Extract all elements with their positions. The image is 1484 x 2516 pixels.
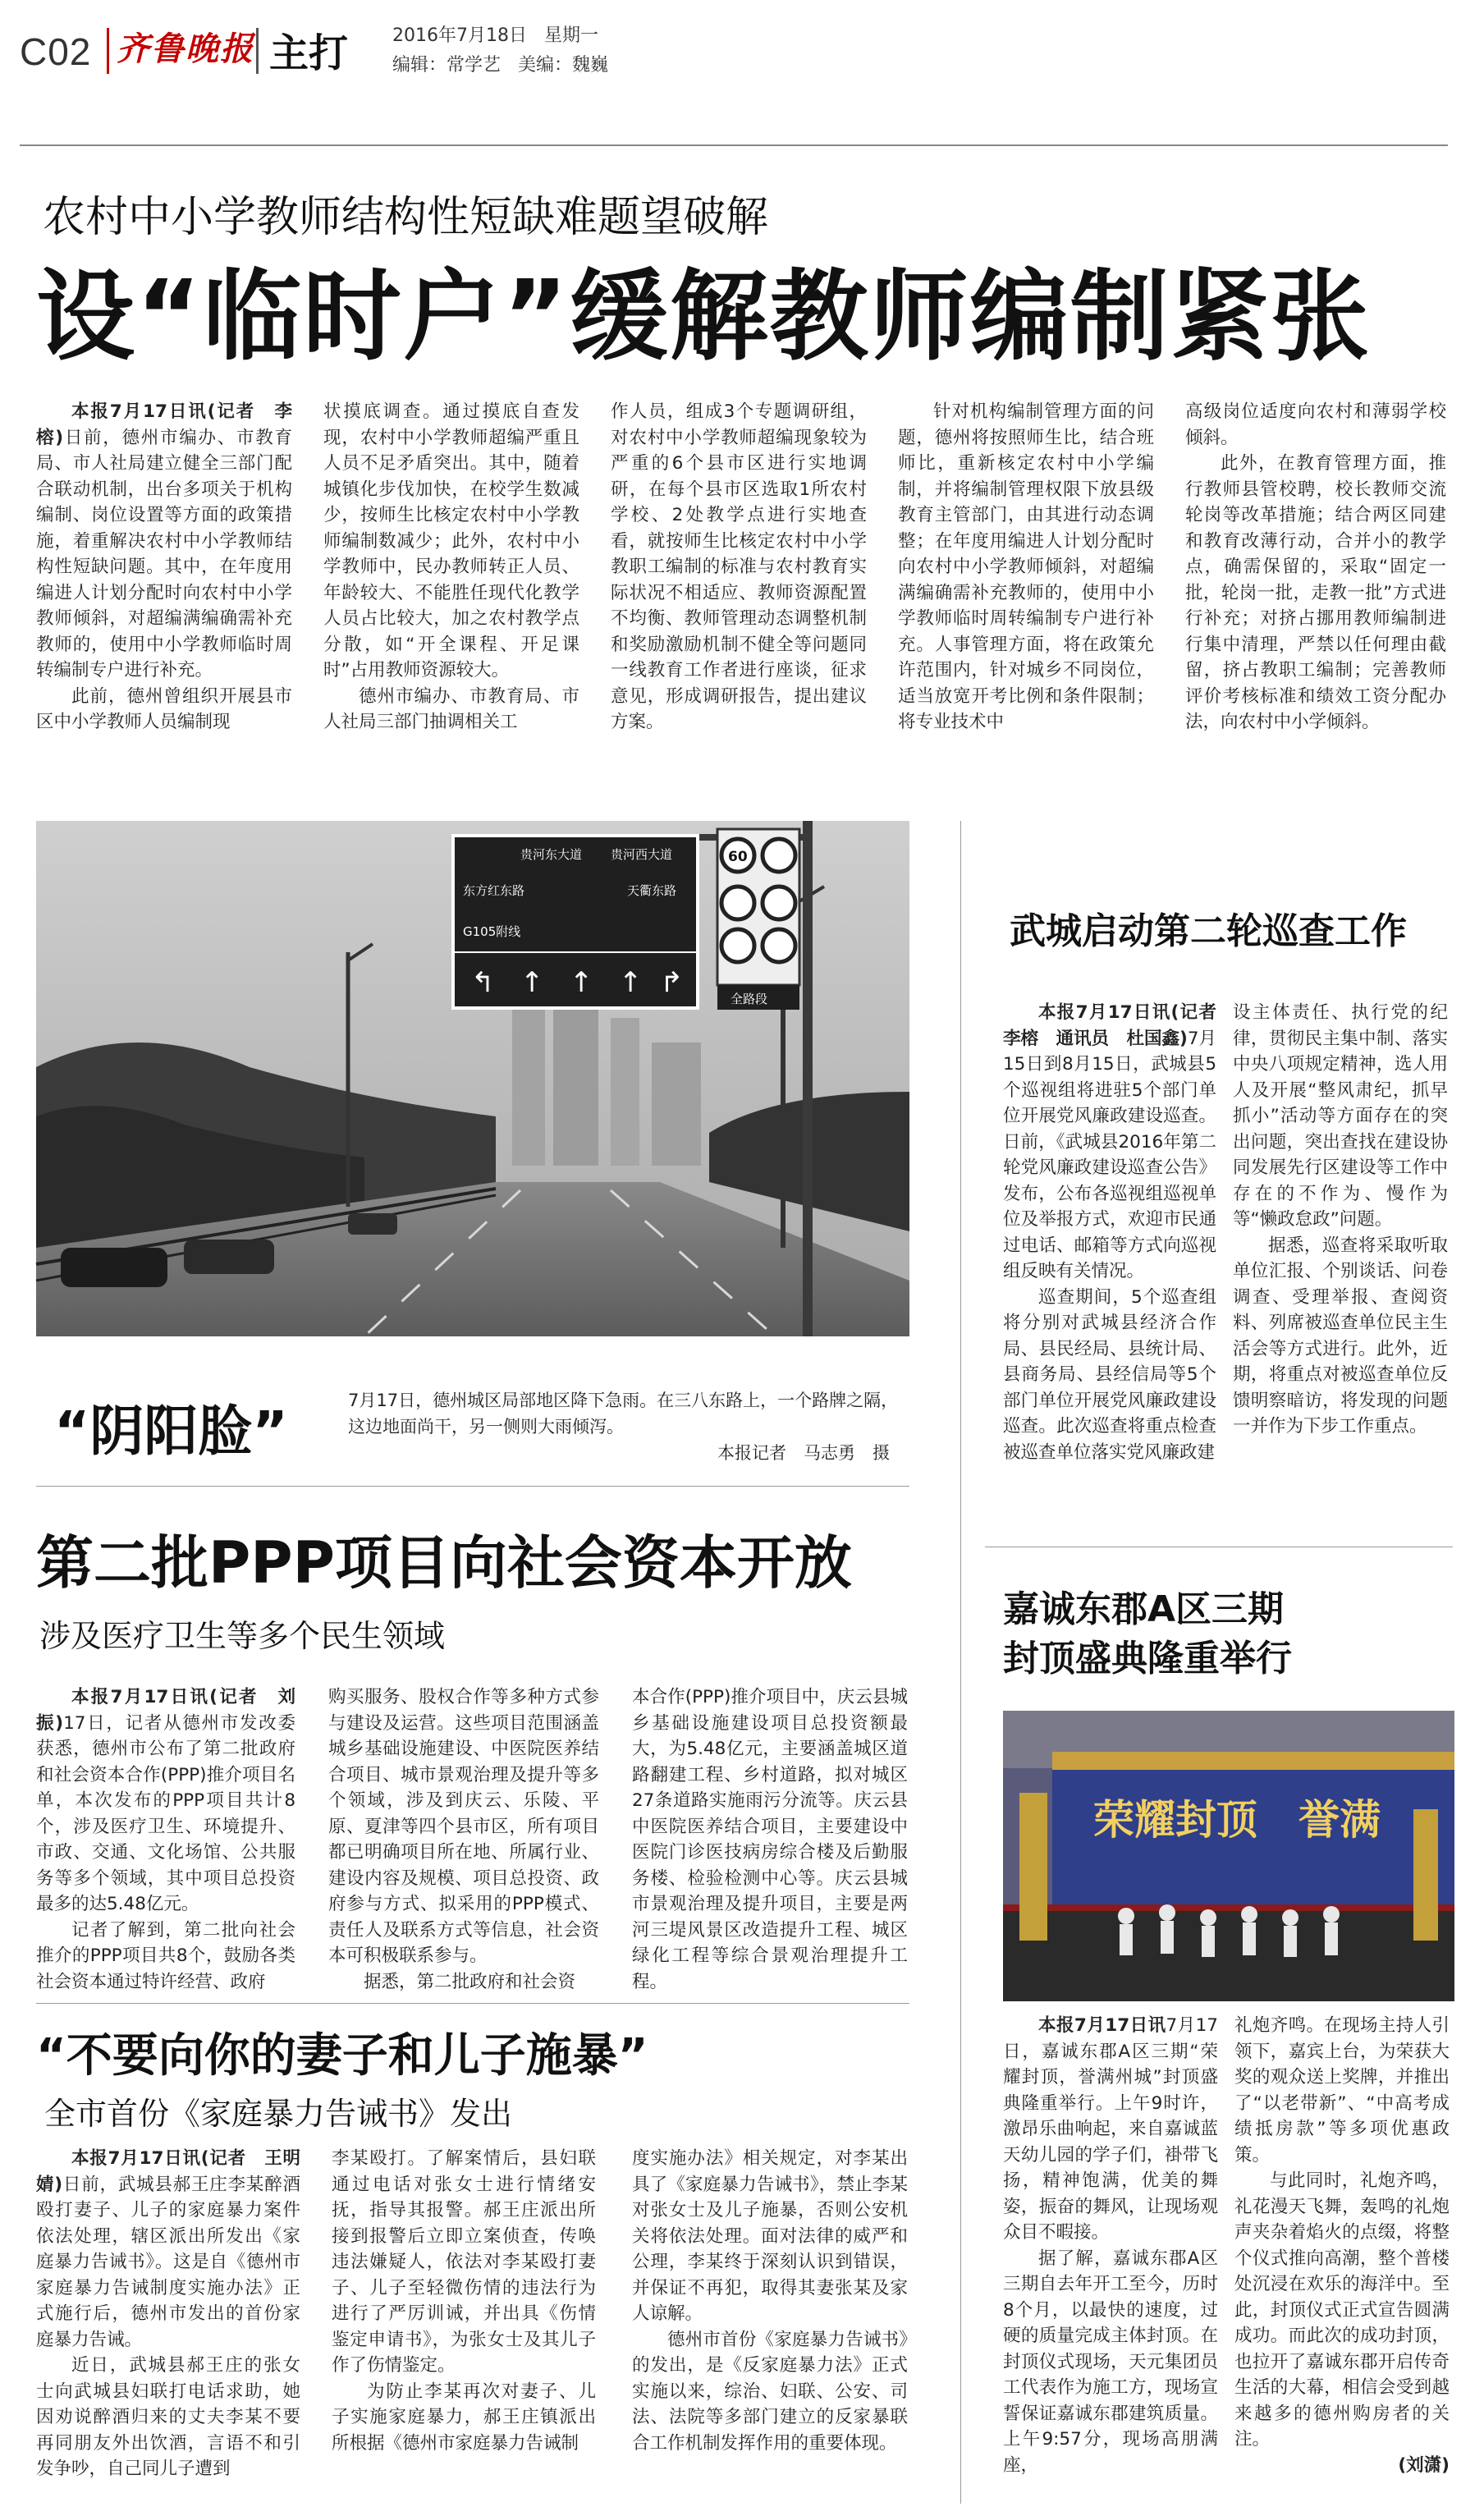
arrow-left-icon: ↰ [471,966,495,999]
sign-text: 贵河东大道 [520,847,583,862]
arrow-up-icon: ↑ [570,966,593,999]
lead-column-1 [36,399,292,760]
lead-column-5 [1185,399,1446,760]
ppp-column-3 [632,1684,908,1996]
section-divider [36,2003,909,2004]
header-divider [107,28,109,74]
paragraph: 据悉，第二批政府和社会资 [364,1971,576,1992]
sign-text: 东方红东路 [463,883,525,898]
section-divider [36,1486,909,1487]
paragraph: 17日，记者从德州市发改委获悉，德州市公布了第二批政府和社会资本合作(PPP)推介项目名单，本次发布的PPP项目共计8个，涉及医疗卫生、环境提升、市政、交通、文化场馆、公共服务等多个领域，其中项目总投资最多的达5.48亿元。 [36,1712,295,1914]
wc-column-2 [1233,1000,1448,1525]
jc-column-2 [1234,2013,1450,2505]
newspaper-logo: 齐鲁晚报 [117,30,254,68]
byline: 本报7月17日讯(记者 王明婧) [36,2148,300,2195]
dv-subheadline: 全市首份《家庭暴力告诫书》发出 [44,2096,513,2132]
paragraph: 度实施办法》相关规定，对李某出具了《家庭暴力告诫书》，禁止李某对张女士及儿子施暴，否则公安机关将依法处理。面对法律的威严和公理，李某终于深刻认识到错误，并保证不再犯，取得其妻张某及家人谅解。 [632,2148,908,2324]
sign-text: 天衢东路 [627,883,677,898]
dv-headline: “不要向你的妻子和儿子施暴” [36,2029,648,2083]
paragraph: 设主体责任、执行党的纪律，贯彻民主集中制、落实中央八项规定精神，选人用人及开展“整风肃纪，抓早抓小”活动等方面存在的突出问题，突出查找在建设协同发展先行区建设等工作中存在的不作为、慢作为等“懒政怠政”问题。 [1233,1002,1448,1230]
jc-headline-line2: 封顶盛典隆重举行 [1003,1638,1292,1680]
paragraph: 李某殴打。了解案情后，县妇联通过电话对张女士进行情绪安抚，指导其报警。郝王庄派出所接到报警后立即立案侦查，传唤违法嫌疑人，依法对李某殴打妻子、儿子至轻微伤情的违法行为进行了严厉训诫，并出具《伤情鉴定申请书》，为张女士及其儿子作了伤情鉴定。 [332,2148,596,2376]
page-number: C02 [20,30,92,73]
jc-column-1 [1003,2013,1218,2505]
header-rule [20,144,1448,146]
paragraph: 本合作(PPP)推介项目中，庆云县城乡基础设施建设项目总投资额最大，为5.48亿元，主要涵盖城区道路翻建工程、乡村道路，拟对城区27条道路实施雨污分流等。庆云县中医院医养结合项目，主要建设中医院门诊医技病房综合楼及后勤服务楼、检验检测中心等。庆云县城市景观治理及提升项目，主要是两河三堤风景区改造提升工程、城区绿化工程等综合景观治理提升工程。 [632,1687,908,1992]
paragraph: 此外，在教育管理方面，推行教师县管校聘，校长教师交流轮岗等改革措施；结合两区同建和教育改薄行动，合并小的教学点，确需保留的，采取“固定一批，轮岗一批，走教一批”方式进行补充；对挤占挪用教师编制进行集中清理，严禁以任何理由截留，挤占教职工编制；完善教师评价考核标准和绩效工资分配办法，向农村中小学倾斜。 [1185,453,1446,732]
photo-caption-title: “阴阳脸” [54,1400,288,1463]
lead-column-3 [611,399,867,760]
column-divider [960,821,961,2504]
paragraph: 状摸底调查。通过摸底自查发现，农村中小学教师超编严重且人员不足矛盾突出。其中，随着城镇化步伐加快，在校学生数减少，按师生比核定农村中小学教师编制数减少；此外，农村中小学教师中，民办教师转正人员、年龄较大、不能胜任现代化教学人员占比较大，加之农村教学点分散，如“开全课程、开足课时”占用教师资源较大。 [323,401,579,681]
paragraph: 作人员，组成3个专题调研组，对农村中小学教师超编现象较为严重的6个县市区进行实地调研，在每个县市区选取1所农村学校、2处教学点进行实地查看，就按师生比核定农村中小学教职工编制的标准与农村教育实际状况不相适应、教师资源配置不均衡、教师管理动态调整机制和奖励激励机制不健全等问题同一线教育工作者进行座谈，征求意见，形成调研报告，提出建议方案。 [611,401,867,732]
ppp-subheadline: 涉及医疗卫生等多个民生领域 [39,1618,446,1654]
dv-column-1 [36,2146,300,2507]
arrow-right-icon: ↱ [660,966,684,999]
paragraph: 据悉，巡查将采取听取单位汇报、个别谈话、问卷调查、受理举报、查阅资料、列席被巡查单位民主生活会等方式进行。此外，近期，将重点对被巡查单位反馈明察暗访，将发现的问题一并作为下步工作重点。 [1233,1235,1448,1437]
sign-text: 全路段 [731,992,768,1006]
issue-date: 2016年7月18日 星期一 [392,25,598,46]
dv-column-3 [632,2146,908,2507]
street-photo [36,821,909,1336]
paragraph: 7月17日，嘉诚东郡A区三期“荣耀封顶，誉满州城”封顶盛典隆重举行。上午9时许，激昂乐曲响起，来自嘉诚蓝天幼儿园的学子们，褂带飞扬，精神饱满，优美的舞姿，振奋的舞风，让现场观众目不暇接。 [1003,2015,1218,2243]
paragraph: 针对机构编制管理方面的问题，德州将按照师生比，结合班师比，重新核定农村中小学编制，并将编制管理权限下放县级教育主管部门，由其进行动态调整；在年度用编进人计划分配时向农村中小学教师倾斜，对超编满编确需补充教师的，使用中小学教师临时周转编制专户进行补充。人事管理方面，将在政策允许范围内，针对城乡不同岗位，适当放宽开考比例和条件限制；将专业技术中 [898,401,1154,732]
photo-caption [348,1387,906,1466]
street-photo-illustration [36,821,909,1336]
ceremony-photo-illustration [1003,1711,1454,2001]
paragraph: 为防止李某再次对妻子、儿子实施家庭暴力，郝王庄镇派出所根据《德州市家庭暴力告诫制 [332,2381,596,2454]
paragraph: 与此同时，礼炮齐鸣，礼花漫天飞舞，轰鸣的礼炮声夹杂着焰火的点缀，将整个仪式推向高潮，整个普楼处沉浸在欢乐的海洋中。至此，封顶仪式正式宣告圆满成功。而此次的成功封顶，也拉开了嘉诚东郡开启传奇生活的大幕，相信会受到越来越多的德州购房者的关注。 [1234,2170,1450,2450]
sign-text: G105附线 [463,924,521,939]
wc-column-1 [1003,1000,1234,1525]
lead-column-2 [323,399,579,760]
ppp-column-1 [36,1684,295,1996]
lead-column-4 [898,399,1154,760]
byline: 本报7月17日讯(记者 李榕) [36,401,292,448]
arrow-up-icon: ↑ [619,966,643,999]
caption-text: 7月17日，德州城区局部地区降下急雨。在三八东路上，一个路牌之隔，这边地面尚干，另一侧则大雨倾泻。 [348,1391,899,1437]
paragraph: 巡查期间，5个巡查组将分别对武城县经济合作局、县民经局、县统计局、县商务局、县经信局等5个部门单位开展党风廉政建设巡查。此次巡查将重点检查被巡查单位落实党风廉政建 [1003,1286,1216,1463]
page-header [0,0,1484,148]
jc-headline-line1: 嘉诚东郡A区三期 [1003,1588,1285,1630]
byline: 本报7月17日讯(记者 刘振) [36,1687,295,1734]
paragraph: 近日，武城县郝王庄的张女士向武城县妇联打电话求助，她因劝说醉酒归来的丈夫李某不要再同朋友外出饮酒，言语不和引发争吵，自己同儿子遭到 [36,2355,300,2479]
ppp-headline: 第二批PPP项目向社会资本开放 [36,1529,852,1597]
lead-kicker: 农村中小学教师结构性短缺难题望破解 [43,193,769,242]
paragraph: 德州市编办、市教育局、市人社局三部门抽调相关工 [323,685,579,732]
speed-limit-sign: 60 [728,849,748,865]
byline: 本报7月17日讯 [1038,2015,1166,2036]
author-credit: (刘潇) [1398,2454,1450,2476]
dv-column-2 [332,2146,596,2507]
banner-text: 荣耀封顶 誉满 [1093,1795,1381,1844]
photo-credit: 本报记者 马志勇 摄 [717,1443,890,1463]
byline: 本报7月17日讯(记者 李榕 通讯员 杜国鑫) [1003,1002,1234,1049]
ceremony-photo [1003,1711,1454,2001]
paragraph: 高级岗位适度向农村和薄弱学校倾斜。 [1185,401,1446,448]
header-divider [256,28,259,74]
sign-text: 贵河西大道 [611,847,673,862]
section-name: 主打 [269,30,349,76]
paragraph: 记者了解到，第二批向社会推介的PPP项目共8个，鼓励各类社会资本通过特许经营、政府 [36,1919,295,1992]
lead-headline: 设“临时户”缓解教师编制紧张 [36,260,1371,374]
paragraph: 德州市首份《家庭暴力告诫书》的发出，是《反家庭暴力法》正式实施以来，综治、妇联、公安、司法、法院等多部门建立的反家暴联合工作机制发挥作用的重要体现。 [632,2329,908,2454]
editors-line: 编辑：常学艺 美编：魏巍 [392,55,608,76]
paragraph: 日前，武城县郝王庄李某醉酒殴打妻子、儿子的家庭暴力案件依法处理，辖区派出所发出《家庭暴力告诫书》。这是自《德州市家庭暴力告诫制度实施办法》正式施行后，德州市发出的首份家庭暴力告诫。 [36,2174,300,2350]
wc-headline: 武城启动第二轮巡查工作 [1010,910,1407,952]
paragraph: 日前，德州市编办、市教育局、市人社局建立健全三部门配合联动机制，出台多项关于机构编制、岗位设置等方面的政策措施，着重解决农村中小学教师结构性短缺问题。其中，在年度用编进人计划分配时向农村中小学教师倾斜，对超编满编确需补充教师的，使用中小学教师临时周转编制专户进行补充。 [36,427,292,681]
ppp-column-2 [328,1684,599,1996]
paragraph: 礼炮齐鸣。在现场主持人引领下，嘉宾上台，为荣获大奖的观众送上奖牌，并推出了“以老带新”、“中高考成绩抵房款”等多项优惠政策。 [1234,2015,1450,2165]
paragraph: 7月15日到8月15日，武城县5个巡视组将进驻5个部门单位开展党风廉政建设巡查。日前，《武城县2016年第二轮党风廉政建设巡查公告》发布，公布各巡视组巡视单位及举报方式，欢迎市民通过电话、邮箱等方式向巡视组反映有关情况。 [1003,1028,1217,1281]
arrow-up-icon: ↑ [520,966,544,999]
paragraph: 购买服务、股权合作等多种方式参与建设及运营。这些项目范围涵盖城乡基础设施建设、中医院医养结合项目、城市景观治理及提升等多个领域，涉及到庆云、乐陵、平原、夏津等四个县市区，所有项目都已明确项目所在地、所属行业、建设内容及规模、项目总投资、政府参与方式、拟采用的PPP模式、责任人及联系方式等信息，社会资本可积极联系参与。 [328,1687,599,1966]
paragraph: 据了解，嘉诚东郡A区三期自去年开工至今，历时8个月，以最快的速度，过硬的质量完成主体封顶。在封顶仪式现场，天元集团员工代表作为施工方，现场宣誓保证嘉诚东郡建筑质量。上午9:57分，现场高朋满座， [1003,2248,1218,2476]
paragraph: 此前，德州曾组织开展县市区中小学教师人员编制现 [36,685,292,732]
